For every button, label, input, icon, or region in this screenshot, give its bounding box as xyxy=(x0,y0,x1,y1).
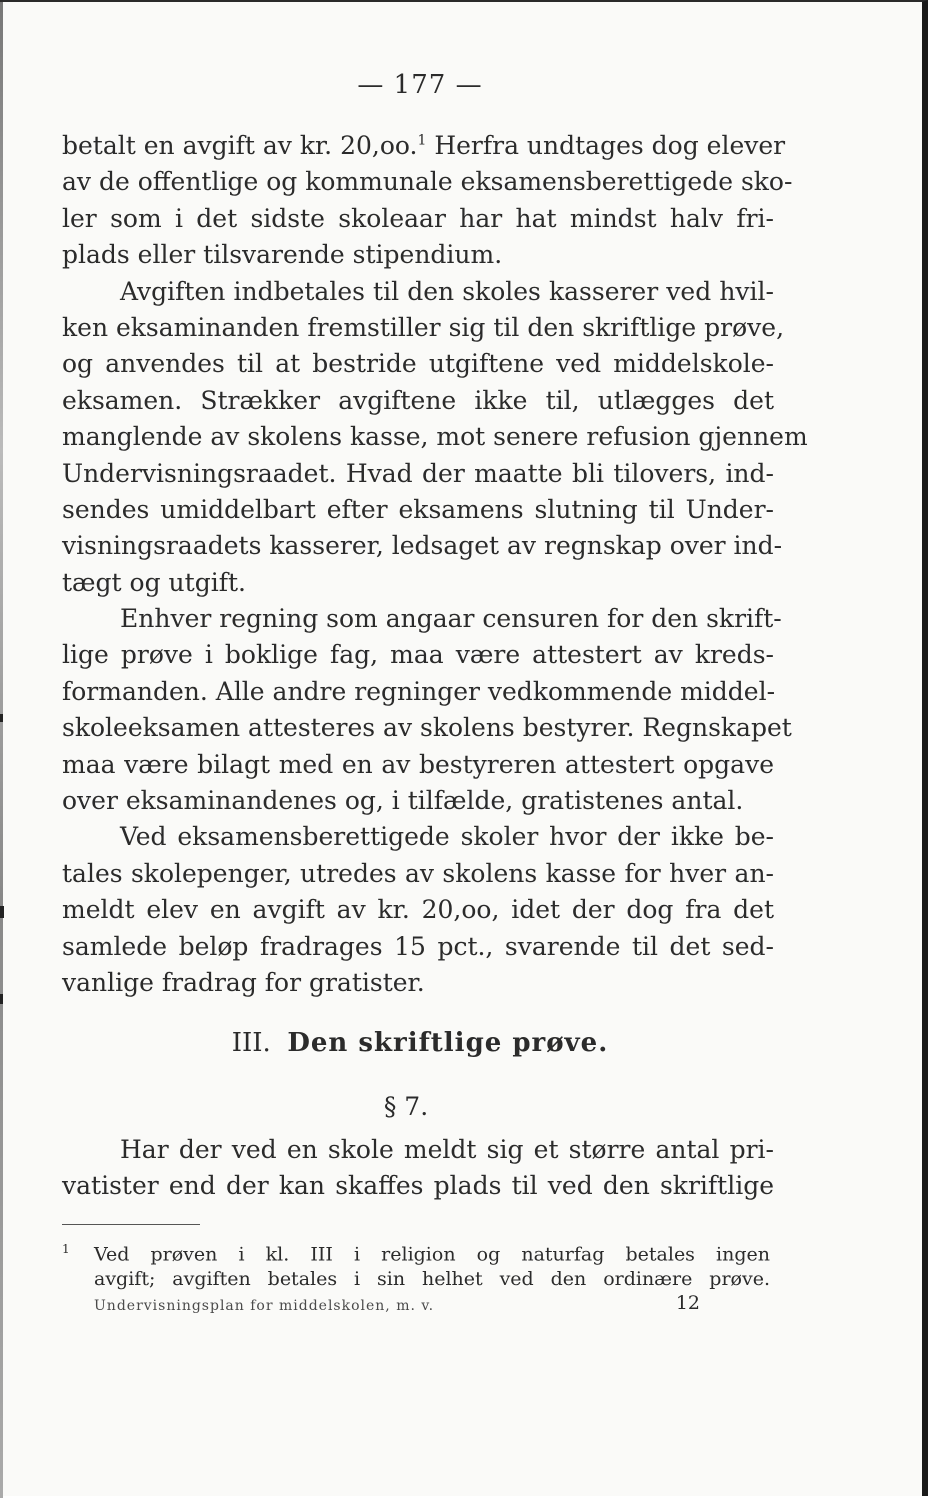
text-line: tægt og utgift. xyxy=(62,567,246,597)
page-number: — 177 — xyxy=(357,70,483,100)
chapter-heading xyxy=(0,1028,840,1058)
text-line: Har der ved en skole meldt sig et større antal pri- xyxy=(120,1135,774,1164)
text-line: og anvendes til at bestride utgiftene ved middelskole- xyxy=(62,349,774,379)
text-line: Ved eksamensberettigede skoler hvor der ikke be- xyxy=(120,822,774,852)
body-text xyxy=(62,1132,774,1205)
section-mark: § 7. xyxy=(383,1092,429,1121)
chapter-title: Den skriftlige prøve. xyxy=(287,1028,609,1058)
text-line: eksamen. Strækker avgiftene ikke til, utlægges det xyxy=(62,385,774,415)
margin-mark xyxy=(0,906,4,918)
text-line: samlede beløp fradrages 15 pct., svarende til det sed- xyxy=(62,931,774,961)
footnote-mark: 1 xyxy=(62,1242,70,1256)
text-span: Herfra undtages dog elever xyxy=(434,131,786,160)
text-line: meldt elev en avgift av kr. 20,oo, idet der dog fra det xyxy=(62,895,774,925)
text-line: vanlige fradrag for gratister. xyxy=(62,967,425,997)
text-line: tales skolepenger, utredes av skolens kasse for hver an- xyxy=(62,858,774,888)
sheet-signature xyxy=(94,1292,700,1314)
text-line: sendes umiddelbart efter eksamens slutning til Under- xyxy=(62,494,774,524)
page-left-edge xyxy=(0,2,3,1498)
text-line: lige prøve i boklige fag, maa være attestert av kreds- xyxy=(62,640,774,670)
text-line: plads eller tilsvarende stipendium. xyxy=(62,240,503,270)
margin-mark xyxy=(0,714,3,722)
text-line: skoleeksamen attesteres av skolens bestyrer. Regnskapet xyxy=(62,713,792,743)
text-line: formanden. Alle andre regninger vedkommende middel- xyxy=(62,676,776,706)
footnote xyxy=(62,1234,770,1294)
body-text xyxy=(62,128,808,1001)
text-line: over eksaminandenes og, i tilfælde, gratistenes antal. xyxy=(62,786,744,816)
chapter-numeral: III. xyxy=(231,1028,271,1058)
text-line: ler som i det sidste skoleaar har hat mindst halv fri- xyxy=(62,203,774,233)
footnote-reference: 1 xyxy=(417,132,427,149)
text-line: ken eksaminanden fremstiller sig til den skriftlige prøve, xyxy=(62,312,785,342)
text-line: Undervisningsraadet. Hvad der maatte bli tilovers, ind- xyxy=(62,458,774,488)
text-line xyxy=(62,128,786,164)
footnote-line: avgift; avgiften betales i sin helhet ved den ordinære prøve. xyxy=(94,1268,770,1290)
footnote-rule xyxy=(62,1224,200,1225)
text-line: visningsraadets kasserer, ledsaget av regnskap over ind- xyxy=(62,531,783,561)
text-span: betalt en avgift av kr. 20,oo. xyxy=(62,131,418,160)
text-line: manglende av skolens kasse, mot senere refusion gjennem xyxy=(62,422,808,452)
text-line: Enhver regning som angaar censuren for den skrift- xyxy=(120,604,782,634)
footnote-line xyxy=(62,1234,770,1264)
sheet-number: 12 xyxy=(675,1292,700,1314)
signature-text: Undervisningsplan for middelskolen, m. v. xyxy=(94,1298,435,1314)
text-line: maa være bilagt med en av bestyreren attestert opgave xyxy=(62,749,774,779)
margin-mark xyxy=(0,994,3,1004)
text-line: av de offentlige og kommunale eksamensberettigede sko- xyxy=(62,167,793,197)
text-line: vatister end der kan skaffes plads til ved den skriftlige xyxy=(62,1171,774,1201)
text-line: Avgiften indbetales til den skoles kasserer ved hvil- xyxy=(120,276,774,306)
footnote-text: Ved prøven i kl. III i religion og naturfag betales ingen xyxy=(94,1243,770,1266)
